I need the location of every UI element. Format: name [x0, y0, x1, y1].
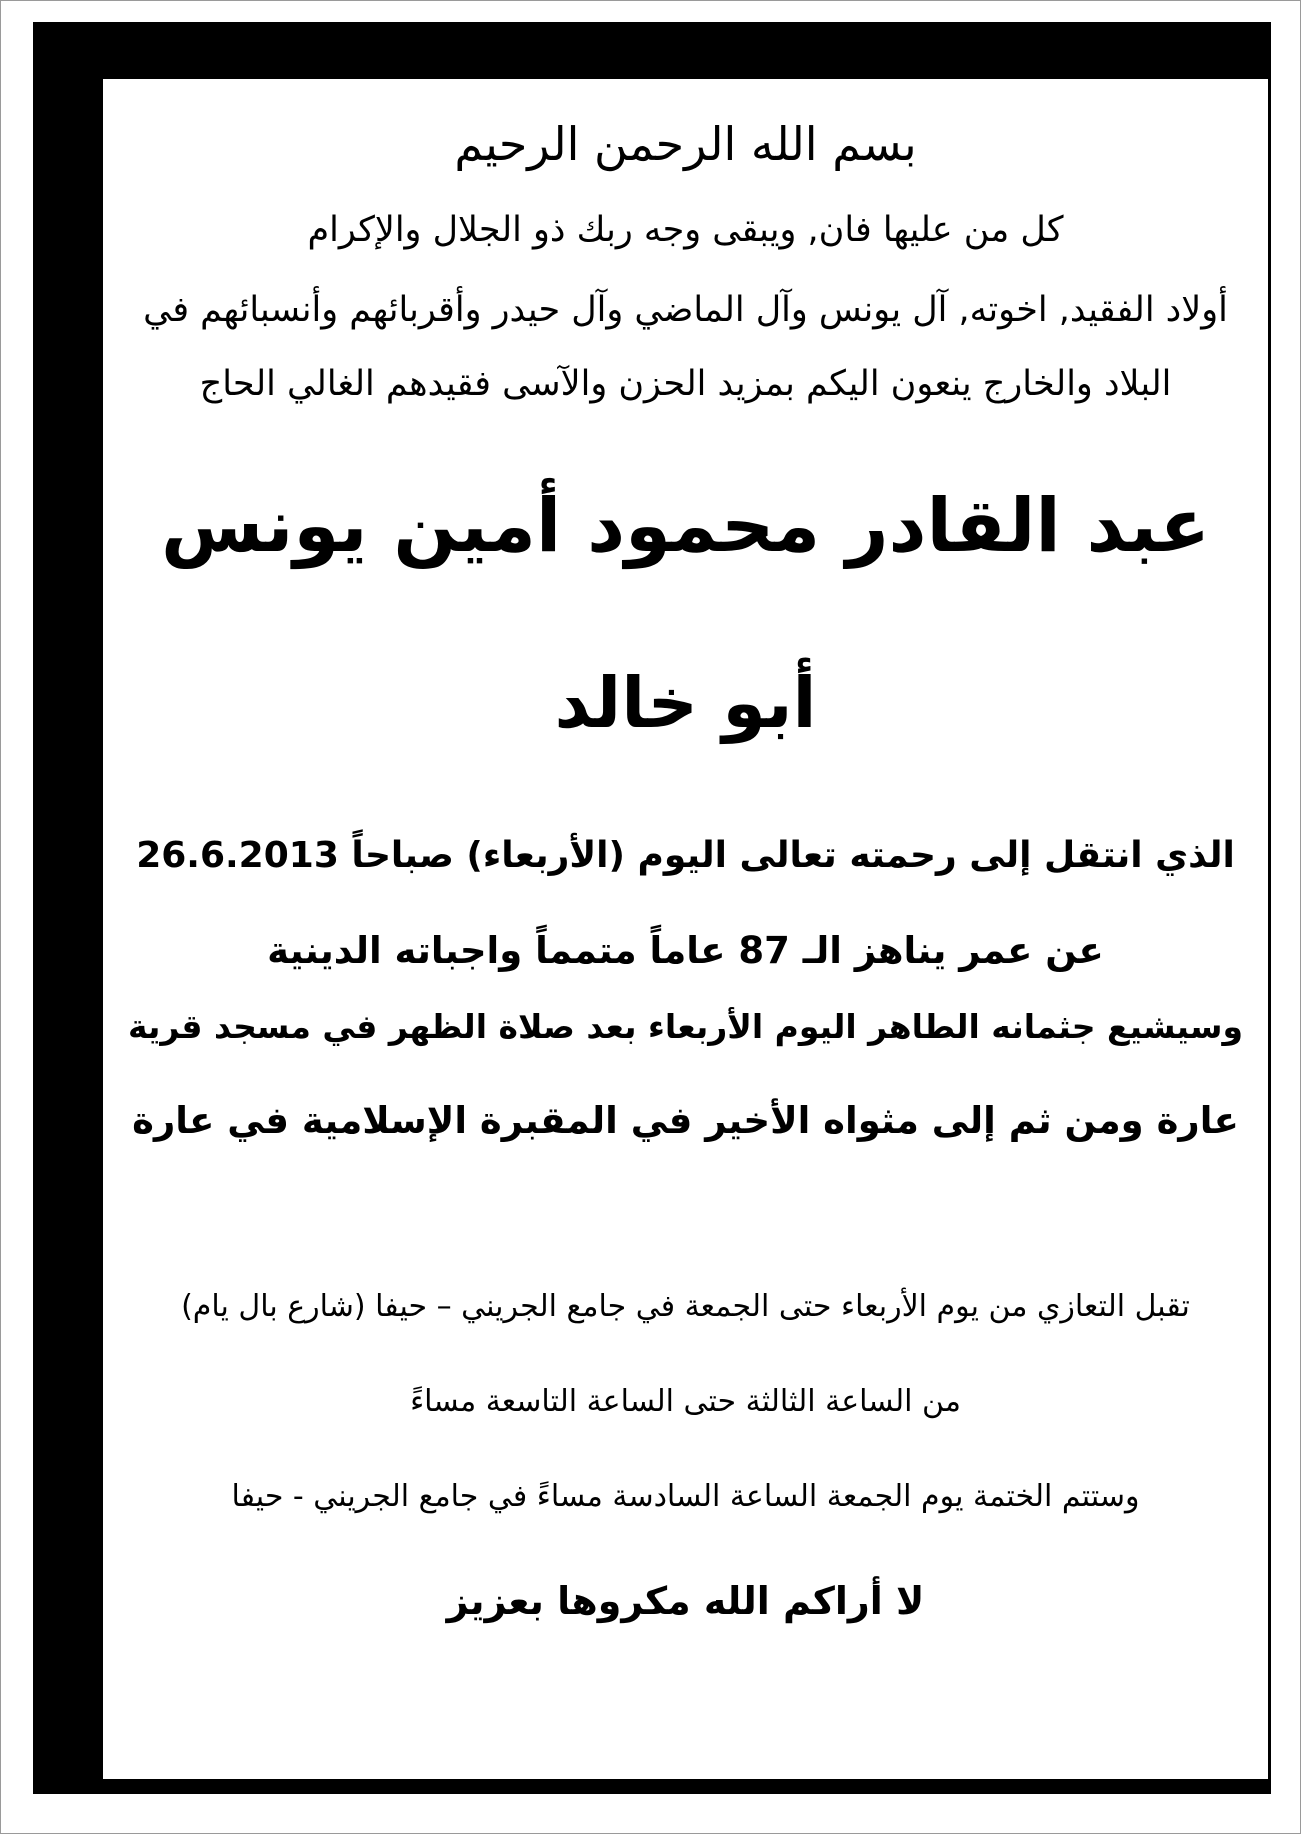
obituary-frame — [33, 22, 1271, 1794]
condolence-line-2: من الساعة الثالثة حتى الساعة التاسعة مساءً — [410, 1384, 961, 1419]
obituary-body — [103, 79, 1268, 1779]
family-line-1: أولاد الفقيد, اخوته, آل يونس وآل الماضي وآل حيدر وأقربائهم وأنسبائهم في — [143, 290, 1228, 330]
funeral-line-2: عارة ومن ثم إلى مثواه الأخير في المقبرة الإسلامية في عارة — [132, 1099, 1239, 1142]
quran-verse: كل من عليها فان, ويبقى وجه ربك ذو الجلال والإكرام — [307, 210, 1064, 250]
deceased-name: عبد القادر محمود أمين يونس — [160, 483, 1210, 569]
closing-phrase: لا أراكم الله مكروها بعزيز — [446, 1579, 925, 1623]
condolence-line-1: تقبل التعازي من يوم الأربعاء حتى الجمعة في جامع الجريني – حيفا (شارع بال يام) — [181, 1289, 1190, 1324]
khatma-line: وستتم الختمة يوم الجمعة الساعة السادسة مساءً في جامع الجريني - حيفا — [231, 1479, 1140, 1514]
age-line: عن عمر يناهز الـ 87 عاماً متمماً واجباته الدينية — [267, 929, 1104, 972]
deceased-kunya: أبو خالد — [554, 662, 817, 744]
death-date-line: الذي انتقل إلى رحمته تعالى اليوم (الأربعاء) صباحاً 26.6.2013 — [136, 835, 1235, 876]
basmala: بسم الله الرحمن الرحيم — [454, 117, 917, 171]
family-line-2: البلاد والخارج ينعون اليكم بمزيد الحزن والآسى فقيدهم الغالي الحاج — [199, 364, 1172, 404]
funeral-line-1: وسيشيع جثمانه الطاهر اليوم الأربعاء بعد صلاة الظهر في مسجد قرية — [127, 1007, 1243, 1046]
